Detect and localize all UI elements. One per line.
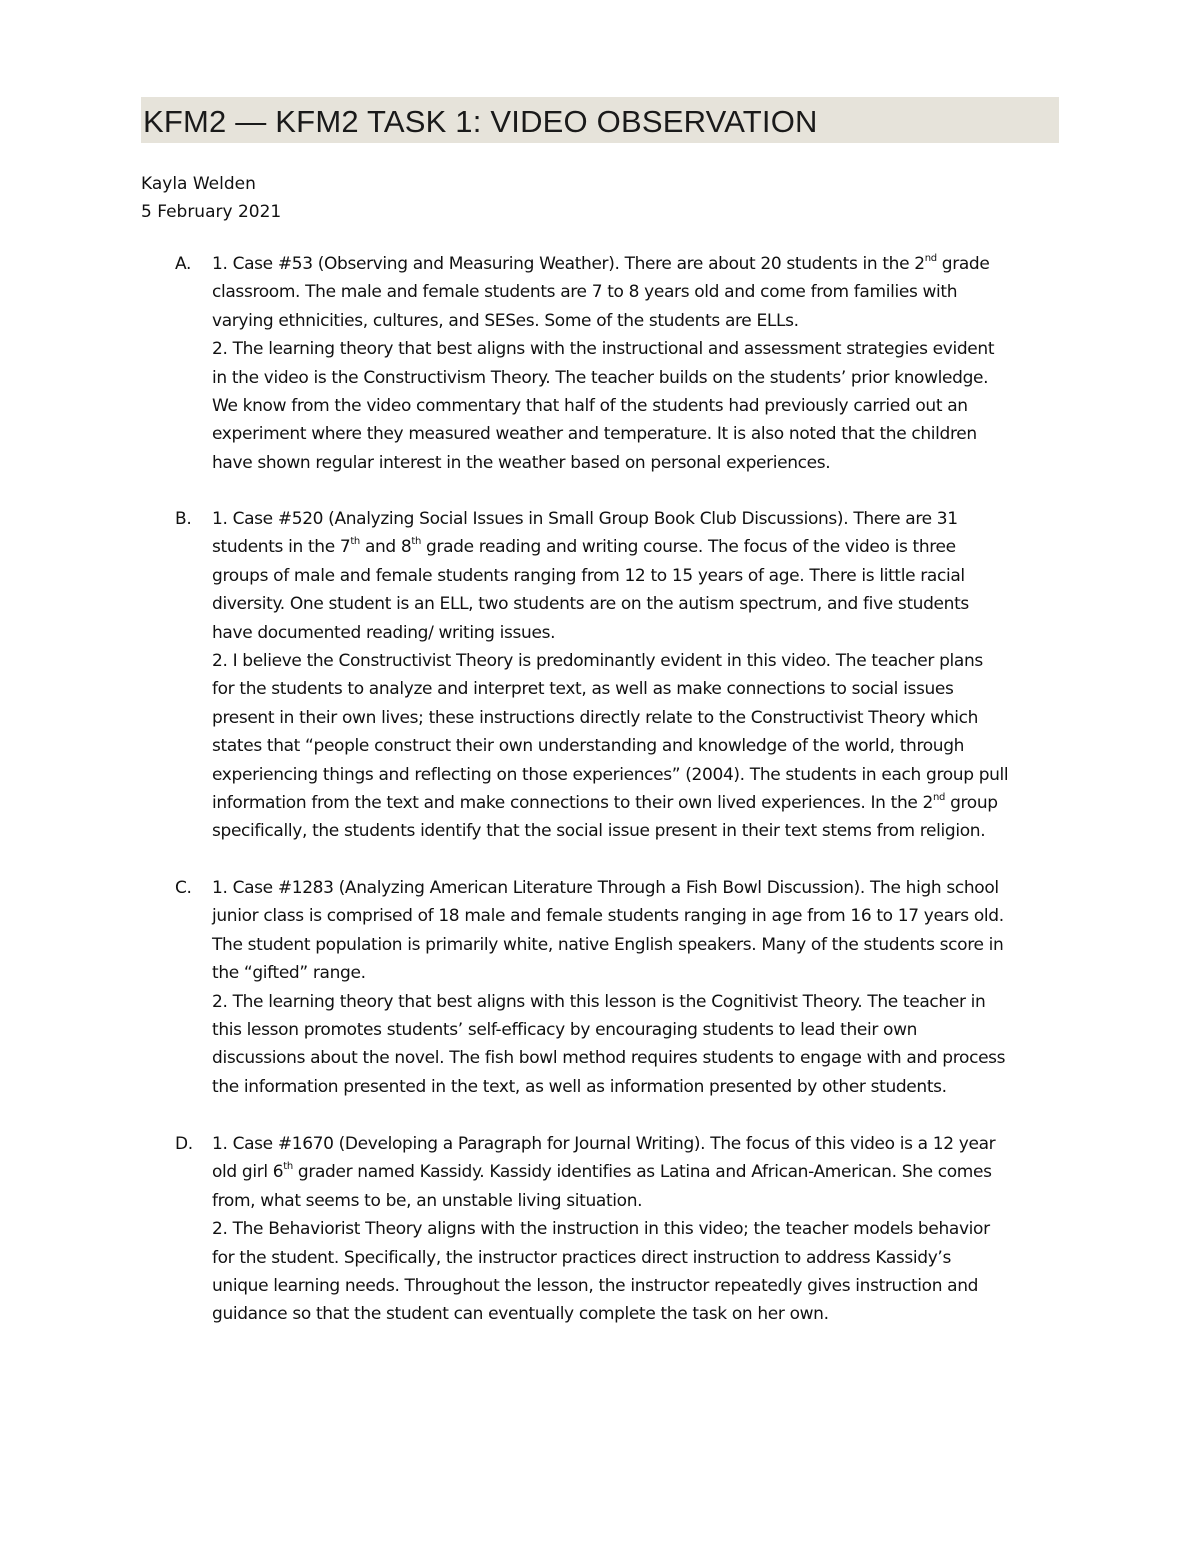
paragraph-line: discussions about the novel. The fish bowl method requires students to engage with and process	[212, 1048, 1006, 1069]
section-letter: B.	[175, 509, 192, 529]
paragraph-line: 1. Case #520 (Analyzing Social Issues in Small Group Book Club Discussions). There are 31	[212, 509, 958, 529]
section-body	[212, 505, 1067, 846]
paragraph-line	[212, 1158, 1067, 1186]
ordinal-suffix: nd	[924, 253, 937, 264]
paragraph-line: this lesson promotes students’ self-efficacy by encouraging students to lead their own	[212, 1019, 918, 1040]
section-body	[212, 874, 1067, 1101]
line-text: students in the 7	[212, 537, 351, 558]
paragraph-line: 2. I believe the Constructivist Theory is predominantly evident in this video. The teacher plans	[212, 650, 983, 671]
section-a	[141, 250, 1071, 477]
line-text: grader named Kassidy. Kassidy identifies as Latina and African-American. She comes	[292, 1162, 992, 1183]
paragraph-line: 2. The Behaviorist Theory aligns with the instruction in this video; the teacher models behavior	[212, 1219, 990, 1240]
paragraph-line: have shown regular interest in the weather based on personal experiences.	[212, 452, 831, 473]
document-title: KFM2 — KFM2 TASK 1: VIDEO OBSERVATION	[143, 104, 818, 139]
paragraph-line: We know from the video commentary that half of the students had previously carried out an	[212, 395, 968, 416]
paragraph-line: diversity. One student is an ELL, two students are on the autism spectrum, and five students	[212, 594, 969, 615]
ordinal-suffix: th	[283, 1161, 293, 1173]
section-letter: A.	[175, 254, 192, 274]
line-text: old girl 6	[212, 1162, 284, 1183]
section-b	[141, 505, 1071, 846]
ordinal-suffix: nd	[933, 791, 946, 803]
line-text: 1. Case #53 (Observing and Measuring Weather). There are about 20 students in the 2	[212, 254, 925, 274]
section-d	[141, 1130, 1071, 1329]
section-body	[212, 250, 1067, 477]
paragraph-line: from, what seems to be, an unstable living situation.	[212, 1190, 643, 1211]
paragraph-line: present in their own lives; these instructions directly relate to the Constructivist Theory which	[212, 707, 979, 728]
paragraph-line: experiment where they measured weather and temperature. It is also noted that the children	[212, 424, 977, 445]
line-text: grade reading and writing course. The focus of the video is three	[420, 537, 956, 558]
paragraph-line: The student population is primarily white, native English speakers. Many of the students score in	[212, 934, 1004, 955]
author-name: Kayla Welden	[141, 174, 256, 194]
paragraph-line: for the students to analyze and interpret text, as well as make connections to social issues	[212, 679, 954, 700]
paragraph-line: in the video is the Constructivism Theory. The teacher builds on the students’ prior knowledge.	[212, 367, 989, 388]
paragraph-line: classroom. The male and female students are 7 to 8 years old and come from families with	[212, 282, 958, 303]
document-date: 5 February 2021	[141, 202, 282, 222]
paragraph-line: unique learning needs. Throughout the lesson, the instructor repeatedly gives instruction and	[212, 1275, 979, 1296]
line-text: group	[945, 792, 998, 813]
paragraph-line: experiencing things and reflecting on those experiences” (2004). The students in each group pull	[212, 764, 1009, 785]
paragraph-line: specifically, the students identify that the social issue present in their text stems from religion.	[212, 821, 986, 842]
paragraph-line	[212, 533, 1067, 561]
section-letter: C.	[175, 878, 192, 898]
ordinal-suffix: th	[411, 536, 421, 548]
paragraph-line: states that “people construct their own understanding and knowledge of the world, through	[212, 736, 965, 757]
paragraph-line: for the student. Specifically, the instructor practices direct instruction to address Kassidy’s	[212, 1247, 951, 1268]
paragraph-line: have documented reading/ writing issues.	[212, 622, 556, 643]
paragraph-line: the “gifted” range.	[212, 963, 366, 984]
paragraph-line	[212, 250, 1067, 278]
section-body	[212, 1130, 1067, 1329]
paragraph-line: groups of male and female students ranging from 12 to 15 years of age. There is little racial	[212, 565, 965, 586]
paragraph-line: 2. The learning theory that best aligns with the instructional and assessment strategies evident	[212, 339, 995, 360]
paragraph-line: junior class is comprised of 18 male and female students ranging in age from 16 to 17 years old.	[212, 906, 1004, 927]
paragraph-line: varying ethnicities, cultures, and SESes. Some of the students are ELLs.	[212, 310, 799, 331]
paragraph-line: the information presented in the text, as well as information presented by other students.	[212, 1076, 947, 1097]
paragraph-line: 1. Case #1670 (Developing a Paragraph for Journal Writing). The focus of this video is a 12 year	[212, 1134, 996, 1154]
paragraph-line	[212, 789, 1067, 817]
paragraph-line: guidance so that the student can eventually complete the task on her own.	[212, 1304, 829, 1325]
section-letter: D.	[175, 1134, 193, 1154]
section-c	[141, 874, 1071, 1101]
paragraph-line: 1. Case #1283 (Analyzing American Literature Through a Fish Bowl Discussion). The high school	[212, 878, 999, 898]
paragraph-line: 2. The learning theory that best aligns with this lesson is the Cognitivist Theory. The teacher in	[212, 991, 986, 1012]
line-text: and 8	[359, 537, 412, 558]
line-text: grade	[936, 254, 990, 274]
line-text: information from the text and make connections to their own lived experiences. In the 2	[212, 792, 934, 813]
ordinal-suffix: th	[350, 536, 360, 548]
